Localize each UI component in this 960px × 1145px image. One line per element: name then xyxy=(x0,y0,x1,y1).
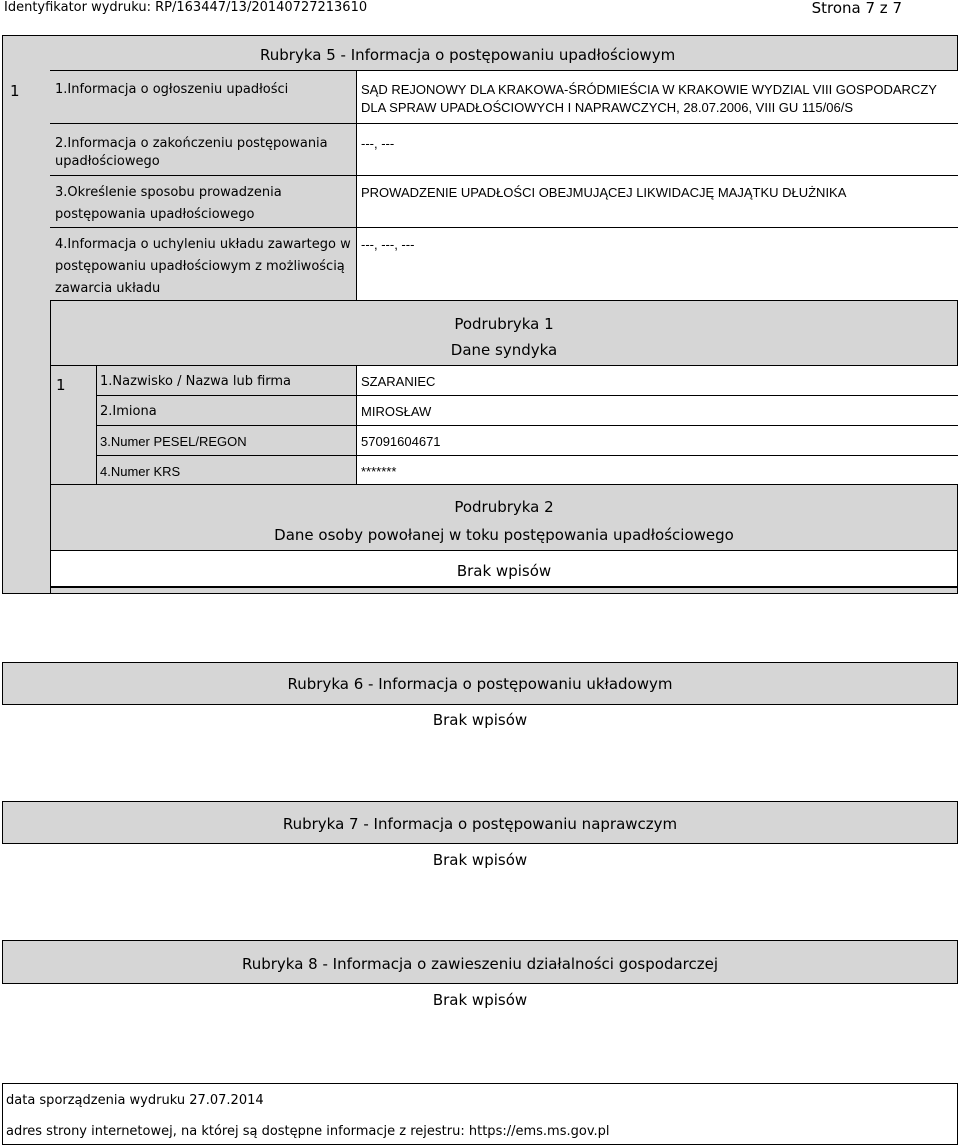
rubryka-8-empty: Brak wpisów xyxy=(432,991,528,1009)
divider xyxy=(50,300,958,301)
divider xyxy=(96,455,958,456)
print-identifier: Identyfikator wydruku: RP/163447/13/20140727213610 xyxy=(4,0,368,15)
rubryka-8-title: Rubryka 8 - Informacja o zawieszeniu działalności gospodarczej xyxy=(241,955,719,973)
podrubryka-2-empty: Brak wpisów xyxy=(456,562,552,580)
field-value-box xyxy=(356,176,959,227)
field-value-box xyxy=(356,124,959,175)
rubryka-5-row-number: 1 xyxy=(10,82,20,100)
field-value-ogloszenie-line2: DLA SPRAW UPADŁOŚCIOWYCH I NAPRAWCZYCH, 28.07.2006, VIII GU 115/06/S xyxy=(361,100,853,115)
rubryka-6-title: Rubryka 6 - Informacja o postępowaniu układowym xyxy=(287,675,673,693)
field-value-sposob: PROWADZENIE UPADŁOŚCI OBEJMUJĄCEJ LIKWIDACJĘ MAJĄTKU DŁUŻNIKA xyxy=(361,185,847,200)
field-label-uchylenie-2: postępowaniu upadłościowym z możliwością xyxy=(55,259,345,274)
field-value-uchylenie: ---, ---, --- xyxy=(361,237,415,252)
rubryka-7-title: Rubryka 7 - Informacja o postępowaniu naprawczym xyxy=(282,815,678,833)
divider xyxy=(96,425,958,426)
syndyk-krs-value: ******* xyxy=(361,464,397,479)
podrubryka-1-row-number: 1 xyxy=(56,376,66,394)
field-value-zakonczenie: ---, --- xyxy=(361,136,395,151)
podrubryka-2-subtitle: Dane osoby powołanej w toku postępowania upadłościowego xyxy=(274,526,734,544)
divider xyxy=(50,587,958,588)
divider xyxy=(96,395,958,396)
field-label-sposob-2: postępowania upadłościowego xyxy=(55,207,255,222)
field-label-sposob-1: 3.Określenie sposobu prowadzenia xyxy=(55,185,282,200)
field-label-uchylenie-3: zawarcia układu xyxy=(55,281,161,296)
rubryka-6-empty: Brak wpisów xyxy=(432,711,528,729)
syndyk-imiona-value: MIROSŁAW xyxy=(361,404,432,419)
syndyk-pesel-value: 57091604671 xyxy=(361,434,441,449)
field-label-zakonczenie-2: upadłościowego xyxy=(55,154,160,169)
rubryka-5-title: Rubryka 5 - Informacja o postępowaniu upadłościowym xyxy=(260,46,676,64)
podrubryka-1-title: Podrubryka 1 xyxy=(454,315,554,333)
divider xyxy=(50,484,958,485)
field-value-box xyxy=(356,228,959,300)
footer-address: adres strony internetowej, na której są dostępne informacje z rejestru: https://ems.ms.gov.pl xyxy=(6,1124,610,1139)
page-number: Strona 7 z 7 xyxy=(811,0,902,17)
field-value-ogloszenie-line1: SĄD REJONOWY DLA KRAKOWA-ŚRÓDMIEŚCIA W KRAKOWIE WYDZIAL VIII GOSPODARCZY xyxy=(361,82,937,97)
podrubryka-2-title: Podrubryka 2 xyxy=(454,498,554,516)
rubryka-7-empty: Brak wpisów xyxy=(432,851,528,869)
syndyk-krs-label: 4.Numer KRS xyxy=(100,464,181,479)
podrubryka-1-subtitle: Dane syndyka xyxy=(450,341,558,359)
syndyk-nazwisko-value: SZARANIEC xyxy=(361,374,436,389)
field-label-ogloszenie: 1.Informacja o ogłoszeniu upadłości xyxy=(55,82,289,97)
field-label-uchylenie-1: 4.Informacja o uchyleniu układu zawartego w xyxy=(55,237,351,252)
footer-date: data sporządzenia wydruku 27.07.2014 xyxy=(6,1093,264,1108)
syndyk-pesel-label: 3.Numer PESEL/REGON xyxy=(100,434,247,449)
syndyk-nazwisko-label: 1.Nazwisko / Nazwa lub firma xyxy=(100,374,292,389)
syndyk-imiona-label: 2.Imiona xyxy=(100,404,157,419)
field-label-zakonczenie-1: 2.Informacja o zakończeniu postępowania xyxy=(55,136,328,151)
